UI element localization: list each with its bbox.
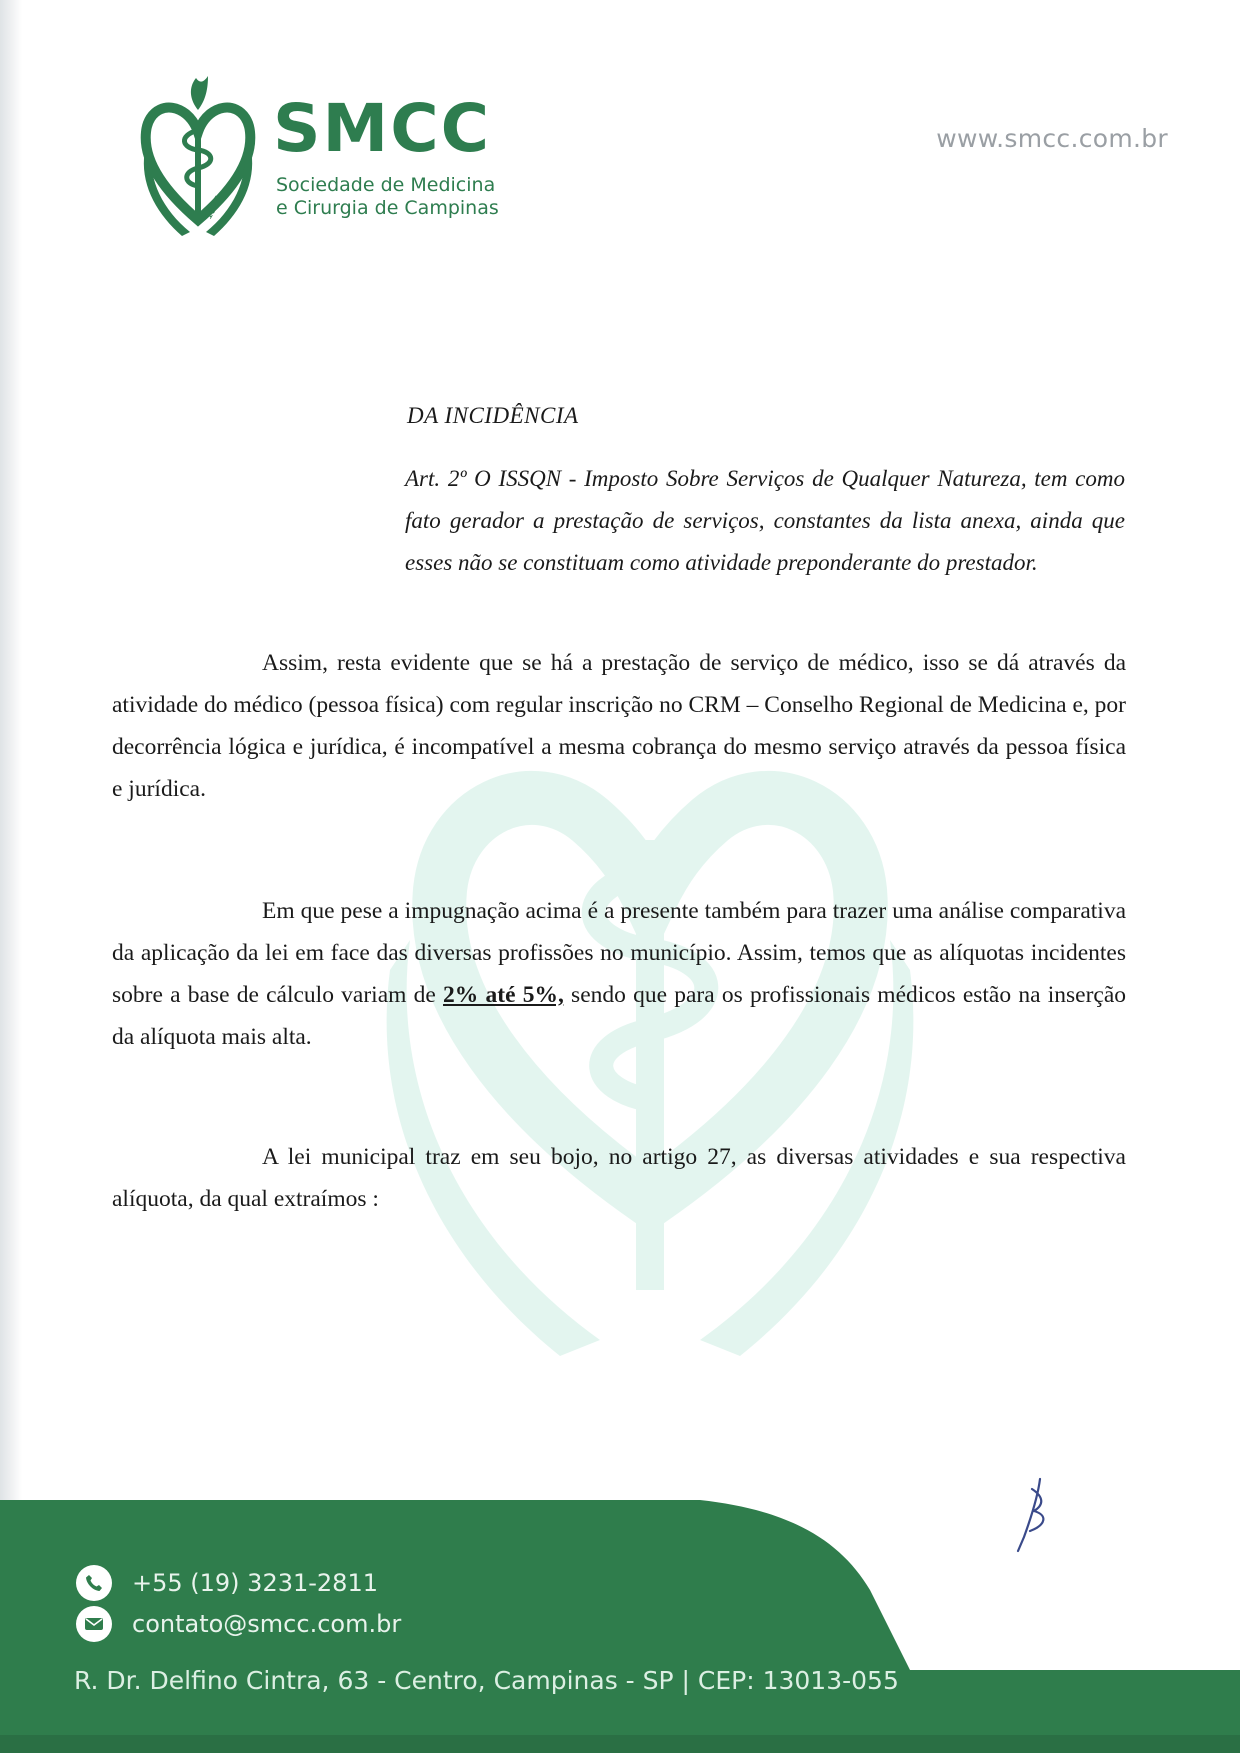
website-link[interactable]: www.smcc.com.br xyxy=(936,124,1168,153)
smcc-logo-icon xyxy=(138,70,258,238)
phone-icon xyxy=(76,1565,112,1601)
footer-phone xyxy=(76,1565,378,1601)
paragraph-1 xyxy=(112,642,1126,810)
brand-subtitle-line2: e Cirurgia de Campinas xyxy=(276,197,499,219)
phone-number[interactable]: +55 (19) 3231-2811 xyxy=(132,1569,378,1597)
footer-email xyxy=(76,1606,401,1642)
paragraph-3 xyxy=(112,1136,1126,1220)
section-title: DA INCIDÊNCIA xyxy=(407,403,579,428)
brand-name: SMCC xyxy=(273,90,492,167)
paragraph-1-text: Assim, resta evidente que se há a prestação de serviço de médico, isso se dá através da atividade do médico (pessoa física) com regular inscrição no CRM – Conselho Regional de Medicina e, por decorrência lógica e jurídica, é incompatível a mesma cobrança do mesmo serviço através da pessoa física e jurídica. xyxy=(112,650,1126,802)
paragraph-3-text: A lei municipal traz em seu bojo, no artigo 27, as diversas atividades e sua respectiva alíquota, da qual extraímos : xyxy=(112,1144,1126,1212)
paragraph-2-text-after: sendo que para os profissionais médicos estão na inserção da alíquota mais alta. xyxy=(112,982,1127,1050)
email-address[interactable]: contato@smcc.com.br xyxy=(132,1610,402,1638)
paragraph-2-text-before: Em que pese a impugnação acima é a presente também para trazer uma análise comparativa da aplicação da lei em face das diversas profissões no município. Assim, temos que as alíquotas incidentes sobre a base de cálculo variam de xyxy=(112,898,1126,1008)
envelope-icon xyxy=(76,1606,112,1642)
brand-subtitle-line1: Sociedade de Medicina xyxy=(276,174,496,196)
paragraph-2 xyxy=(112,890,1126,1058)
law-quote: Art. 2º O ISSQN - Imposto Sobre Serviços de Qualquer Natureza, tem como fato gerador a prestação de serviços, constantes da lista anexa, ainda que esses não se constituam como atividade preponderante do prestador. xyxy=(405,466,1125,575)
brand-subtitle xyxy=(276,174,499,220)
logo-year: 1925 xyxy=(203,193,226,222)
rate-range-highlight: 2% até 5%, xyxy=(443,982,564,1008)
scan-edge xyxy=(0,0,22,1753)
footer-address: R. Dr. Delfino Cintra, 63 - Centro, Campinas - SP | CEP: 13013-055 xyxy=(74,1666,899,1695)
